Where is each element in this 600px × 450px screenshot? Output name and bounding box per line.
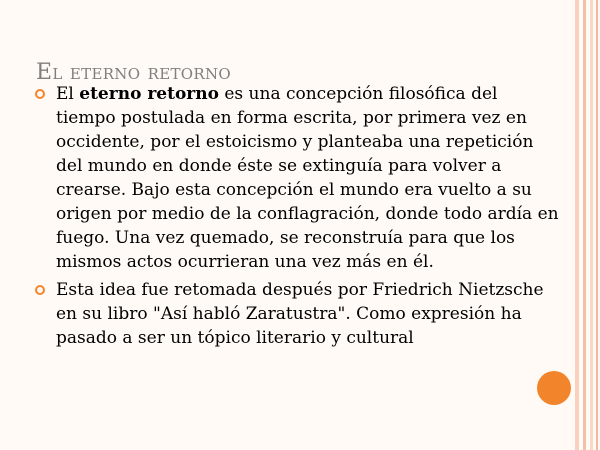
bullet-item (34, 82, 562, 274)
hollow-circle-bullet-icon (35, 285, 45, 295)
bullet-list (34, 82, 562, 354)
bullet-text-rest: es una concepción filosófica del tiempo postulada en forma escrita, por primera vez en occidente, por el estoicismo y planteaba una repetición del mundo en donde éste se extinguía para volver a crearse. Bajo esta concepción el mundo era vuelto a su origen por medio de la conflagración, donde todo ardía en fuego. Una vez quemado, se reconstruía para que los mismos actos ocurrieran una vez más en él. (56, 84, 559, 272)
bullet-text-bold: eterno retorno (79, 84, 219, 104)
decorative-orange-circle-icon (537, 371, 571, 405)
right-border-stripe (583, 0, 586, 450)
right-border-stripe (590, 0, 593, 450)
bullet-text-lead: El (56, 84, 80, 104)
slide-title: El eterno retorno (36, 60, 231, 85)
hollow-circle-bullet-icon (35, 89, 45, 99)
bullet-text: Esta idea fue retomada después por Friedrich Nietzsche en su libro "Así habló Zaratustra". Como expresión ha pasado a ser un tópico literario y cultural (56, 280, 544, 348)
bullet-item (34, 278, 562, 350)
right-border-stripe (575, 0, 579, 450)
right-border-stripe (596, 0, 598, 450)
